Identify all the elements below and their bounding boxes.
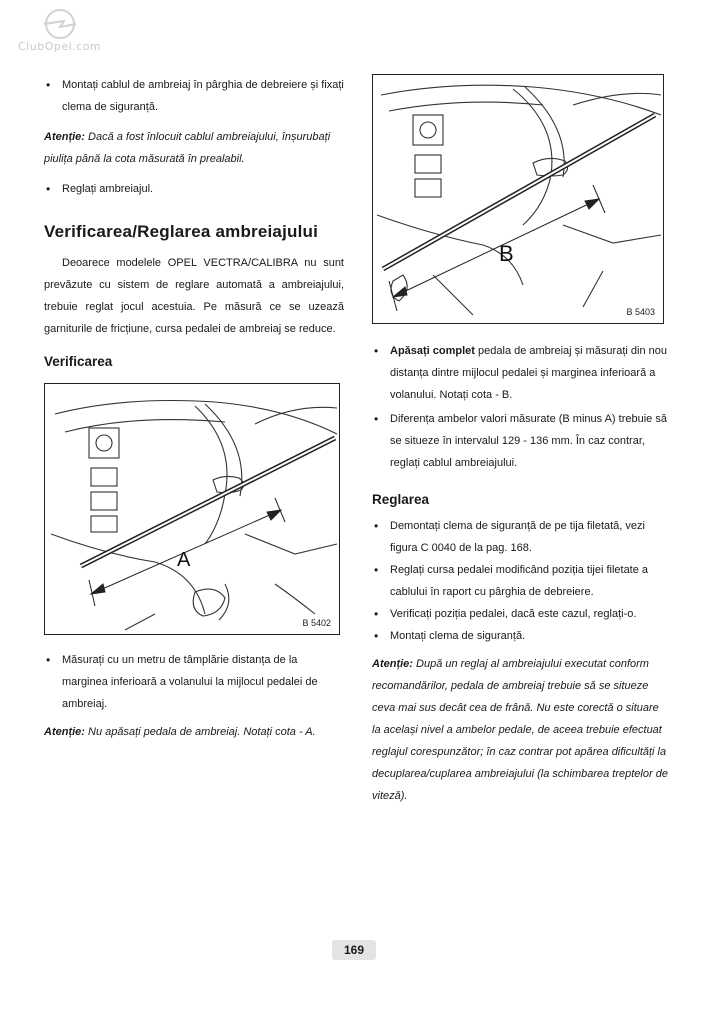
figure-b5403 xyxy=(372,74,664,324)
list-item: • Montați clema de siguranță. xyxy=(372,625,668,647)
figure-code: B 5403 xyxy=(626,307,655,317)
list-item: • Verificați poziția pedalei, dacă este cazul, reglați-o. xyxy=(372,603,668,625)
subsection-title-reglare: Reglarea xyxy=(372,492,430,507)
note-label: Atenție: xyxy=(372,658,413,670)
intro-paragraph: Deoarece modelele OPEL VECTRA/CALIBRA nu sunt prevăzute cu sistem de reglare automată a ambreiajului, trebuie reglat jocul acestuia. Pe măsură ce se uzează garniturile de fricțiune, cursa pedalei de ambreiaj se reduce. xyxy=(44,257,344,335)
page-number: 169 xyxy=(332,940,376,960)
note-label: Atenție: xyxy=(44,726,85,738)
note-text: Nu apăsați pedala de ambreiaj. Notați cota - A. xyxy=(84,726,316,738)
section-title: Verificarea/Reglarea ambreiajului xyxy=(44,222,319,241)
dimension-label-b: B xyxy=(499,241,514,266)
list-item: • Demontați clema de siguranță de pe tija filetată, vezi figura C 0040 de la pag. 168. xyxy=(372,515,668,559)
subsection-title-verificare: Verificarea xyxy=(44,354,113,369)
bullet-text: pedala de ambreiaj și măsurați din nou distanța dintre mijlocul pedalei și marginea inferioară a volanului. Notați cota - B. xyxy=(390,345,667,401)
watermark-text: ClubOpel.com xyxy=(18,40,102,53)
list-item: • Reglați cursa pedalei modificând poziția tijei filetate a cablului în raport cu pârghia de debreiere. xyxy=(372,559,668,603)
adjustment-steps-list xyxy=(372,515,668,647)
bullet-adjust-clutch: • Reglați ambreiajul. xyxy=(44,178,344,200)
clubopel-watermark xyxy=(4,6,114,58)
note-do-not-press xyxy=(44,721,344,743)
figure-code: B 5402 xyxy=(302,618,331,628)
note-cable-replaced xyxy=(44,126,344,170)
clutch-measure-illustration-b xyxy=(373,75,663,323)
bullet-mount-cable: • Montați cablul de ambreiaj în pârghia de debreiere și fixați clema de siguranță. xyxy=(44,74,344,118)
note-text: Dacă a fost înlocuit cablul ambreiajului, înșurubați piulița până la cota măsurată în prealabil. xyxy=(44,131,331,165)
left-column xyxy=(44,74,344,743)
note-label: Atenție: xyxy=(44,131,85,143)
clutch-measure-illustration-a xyxy=(45,384,339,634)
bullet-difference-range: • Diferența ambelor valori măsurate (B minus A) trebuie să se situeze în intervalul 129 - 136 mm. În caz contrar, reglați cablul ambreiajului. xyxy=(372,408,668,474)
figure-b5402 xyxy=(44,383,340,635)
note-text: După un reglaj al ambreiajului executat conform recomandărilor, pedala de ambreiaj trebuie să se situeze ceva mai sus decât cea de frână. Nu este corectă o situare la același nivel a ambelor pedale, de aceea trebuie efectuat reglajul corespunzător; în caz contrar pot apărea dificultăți la decuplarea/cuplarea ambreiajului (la schimbarea treptelor de viteză). xyxy=(372,658,668,802)
bullet-measure-a: • Măsurați cu un metru de tâmplărie distanța de la marginea inferioară a volanului la mijlocul pedalei de ambreiaj. xyxy=(44,649,344,715)
bold-emphasis: Apăsați complet xyxy=(390,345,475,357)
right-column xyxy=(372,74,668,807)
note-pedal-height xyxy=(372,653,668,807)
bullet-press-fully xyxy=(372,340,668,406)
dimension-label-a: A xyxy=(177,549,191,571)
